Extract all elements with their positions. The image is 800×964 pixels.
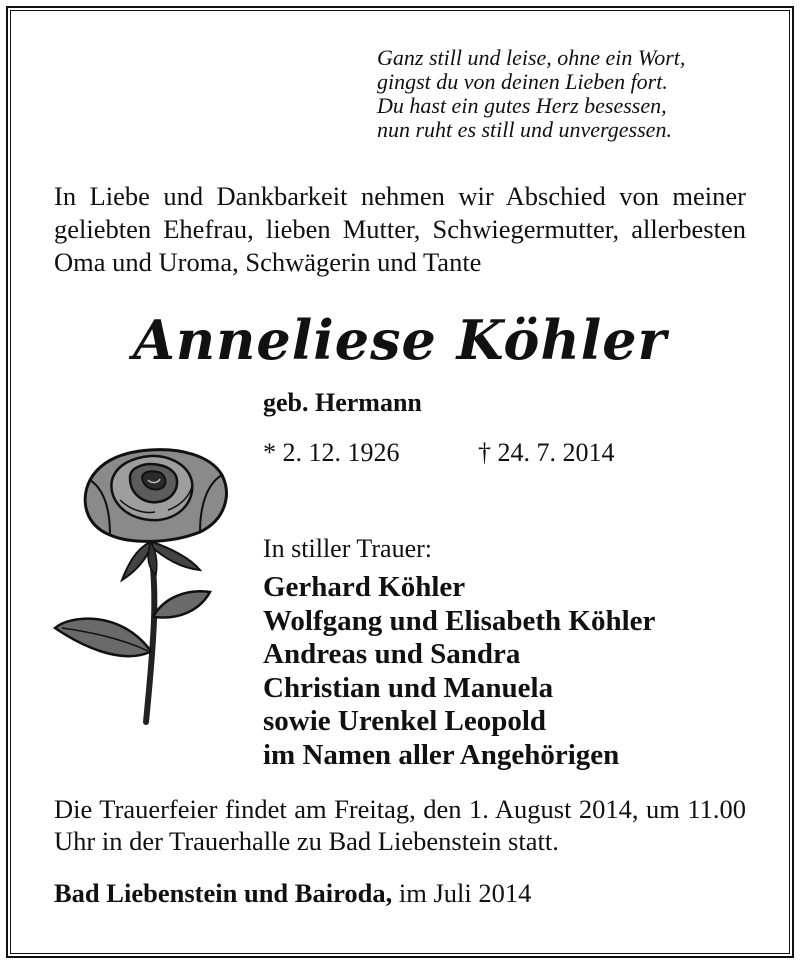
closing-line <box>54 877 531 909</box>
service-notice: Die Trauerfeier findet am Freitag, den 1. August 2014, um 11.00 Uhr in der Trauerhalle zu Bad Liebenstein statt. <box>54 794 746 856</box>
mourning-label: In stiller Trauer: <box>263 534 432 563</box>
birth-name: geb. Hermann <box>263 388 422 417</box>
closing-places: Bad Liebenstein und Bairoda, <box>54 878 393 908</box>
mourner-name: Andreas und Sandra <box>263 638 521 670</box>
mourner-name: Gerhard Köhler <box>263 571 466 603</box>
mourners-list <box>263 571 655 772</box>
poem-line: Ganz still und leise, ohne ein Wort, <box>377 45 686 70</box>
poem-line: Du hast ein gutes Herz besessen, <box>377 93 667 118</box>
death-date: † 24. 7. 2014 <box>478 438 615 467</box>
intro-text: In Liebe und Dankbarkeit nehmen wir Abschied von meiner geliebten Ehefrau, lieben Mutter, Schwiegermutter, allerbesten Oma und Uroma, Schwägerin und Tante <box>54 181 746 277</box>
memorial-poem <box>377 46 777 142</box>
deceased-name: Anneliese Köhler <box>132 308 668 372</box>
closing-date: im Juli 2014 <box>392 878 532 908</box>
poem-line: nun ruht es still und unvergessen. <box>377 117 672 142</box>
mourner-name: im Namen aller Angehörigen <box>263 738 620 771</box>
mourner-name: Wolfgang und Elisabeth Köhler <box>263 604 656 637</box>
life-dates <box>263 437 615 469</box>
poem-line: gingst du von deinen Lieben fort. <box>377 69 668 94</box>
birth-date: * 2. 12. 1926 <box>263 438 400 467</box>
mourner-name: Christian und Manuela <box>263 671 554 704</box>
rose-icon <box>50 440 240 730</box>
mourner-name: sowie Urenkel Leopold <box>263 705 547 737</box>
